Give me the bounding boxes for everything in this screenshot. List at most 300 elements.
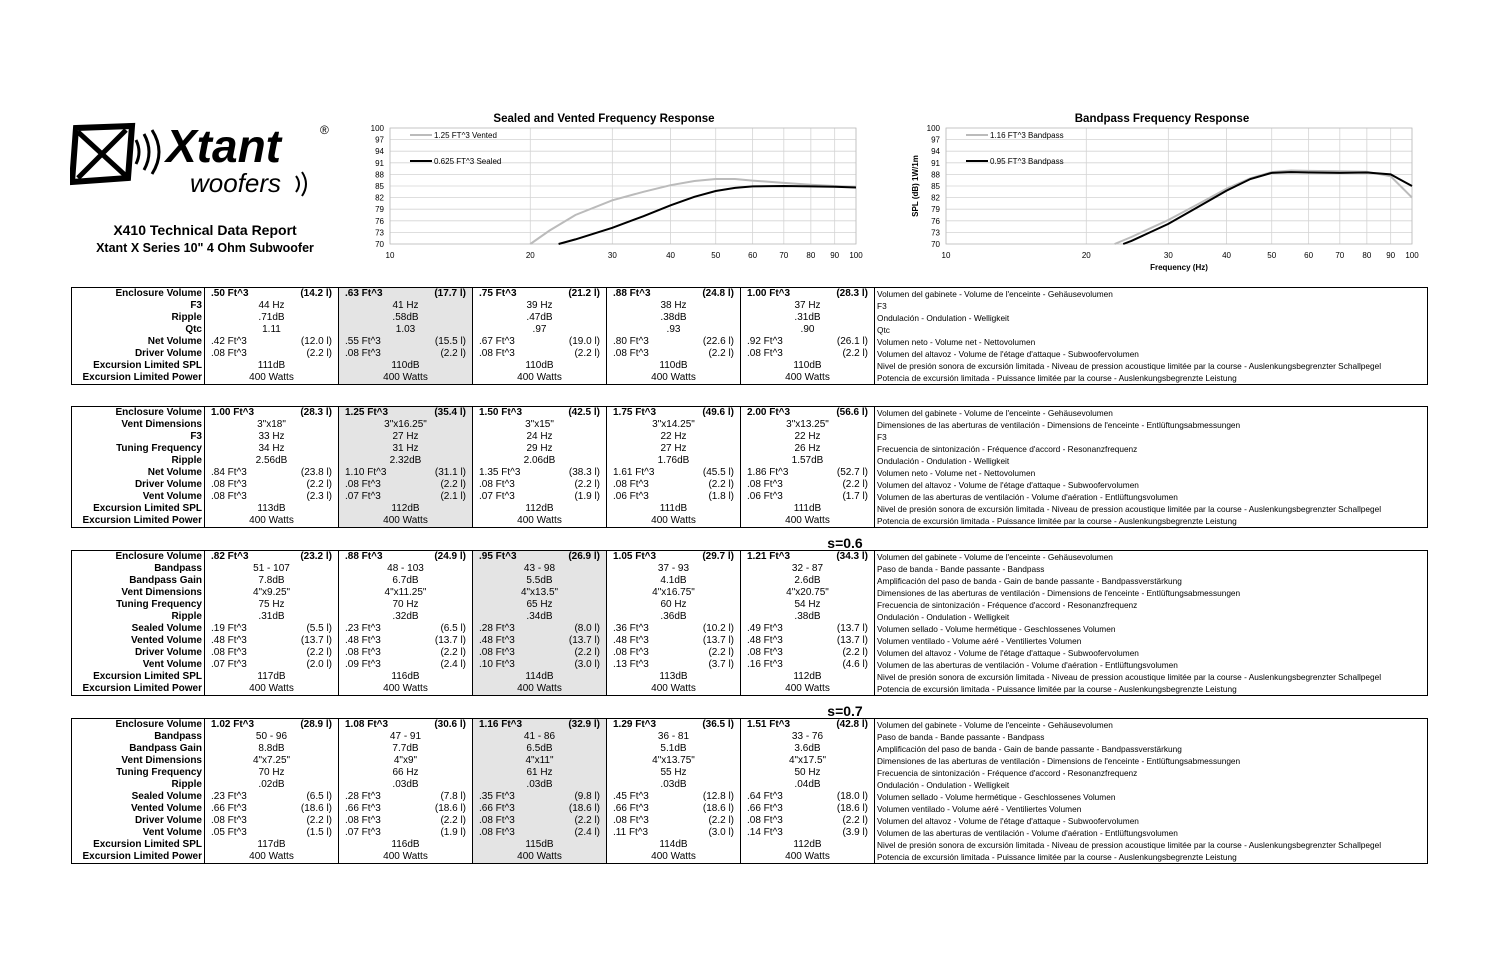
- cell-value: 1.03: [395, 324, 416, 335]
- table-cell: [607, 455, 741, 467]
- row-description: Volumen neto - Volume net - Nettovolumen: [877, 468, 1036, 478]
- cell-value: 51 - 107: [253, 563, 290, 574]
- cell-value: .88 Ft^3: [613, 288, 651, 299]
- cell-value: 60 Hz: [660, 599, 687, 610]
- table-row: [72, 743, 1427, 755]
- cell-value: .08 Ft^3: [211, 647, 247, 658]
- row-label: Vented Volume: [72, 803, 205, 815]
- table-cell: [339, 755, 473, 767]
- cell-value: .08 Ft^3: [479, 647, 515, 658]
- row-description: Volumen ventilado - Volume aéré - Ventiliertes Volumen: [877, 636, 1082, 646]
- table-cell: [473, 407, 607, 419]
- cell-metric: (18.0 l): [836, 791, 868, 802]
- spec-table: [71, 406, 1428, 528]
- cell-value: .08 Ft^3: [479, 479, 515, 490]
- cell-value: 50 Hz: [794, 767, 821, 778]
- x-tick-label: 60: [748, 251, 758, 260]
- row-label: Sealed Volume: [72, 791, 205, 803]
- cell-metric: (1.9 l): [440, 827, 466, 838]
- table-cell: [741, 827, 875, 839]
- table-row: [72, 827, 1427, 839]
- row-label: Net Volume: [72, 336, 205, 348]
- row-description: Potencia de excursión limitada - Puissance limitée par la course - Auslenkungsbegrenzte Leistung: [877, 852, 1237, 862]
- table-cell: [473, 443, 607, 455]
- cell-value: 1.61 Ft^3: [613, 467, 655, 478]
- table-row: [72, 851, 1427, 863]
- cell-value: .08 Ft^3: [613, 479, 649, 490]
- table-cell: [339, 431, 473, 443]
- cell-value: 8.8dB: [258, 743, 285, 754]
- cell-metric: (18.6 l): [836, 803, 868, 814]
- table-cell: [205, 479, 339, 491]
- table-cell: [339, 611, 473, 623]
- table-row: [72, 312, 1427, 324]
- cell-value: .10 Ft^3: [479, 659, 515, 670]
- table-cell: [607, 443, 741, 455]
- cell-metric: (2.2 l): [306, 647, 332, 658]
- table-cell: [741, 503, 875, 515]
- table-cell: [339, 659, 473, 671]
- table-cell: [607, 431, 741, 443]
- x-tick-label: 40: [666, 251, 676, 260]
- cell-value: 4"x11.25": [384, 587, 427, 598]
- table-cell: [339, 419, 473, 431]
- cell-metric: (2.2 l): [708, 647, 734, 658]
- cell-metric: (15.5 l): [434, 336, 466, 347]
- table-cell: [339, 407, 473, 419]
- table-cell: [473, 503, 607, 515]
- table-cell: [473, 827, 607, 839]
- cell-value: 1.29 Ft^3: [613, 719, 657, 730]
- table-cell: [205, 683, 339, 695]
- cell-metric: (13.7 l): [300, 635, 332, 646]
- cell-metric: (26.9 l): [568, 551, 600, 562]
- y-tick-label: 79: [375, 205, 384, 215]
- x-axis-label: Frequency (Hz): [1150, 263, 1208, 272]
- cell-value: .66 Ft^3: [211, 803, 247, 814]
- cell-value: .08 Ft^3: [747, 348, 783, 359]
- table-cell: [339, 791, 473, 803]
- y-tick-label: 82: [931, 193, 940, 203]
- cell-value: 41 - 86: [523, 731, 556, 742]
- table-row: [72, 647, 1427, 659]
- cell-value: 400 Watts: [517, 851, 562, 862]
- cell-value: 111dB: [659, 503, 688, 514]
- row-description: Frecuencia de sintonización - Fréquence d'accord - Resonanzfrequenz: [877, 600, 1138, 610]
- cell-value: .88 Ft^3: [345, 551, 383, 562]
- table-row: [72, 419, 1427, 431]
- table-cell: [473, 455, 607, 467]
- table-cell: [473, 671, 607, 683]
- table-cell: [205, 491, 339, 503]
- cell-metric: (29.7 l): [702, 551, 734, 562]
- table-cell: [473, 312, 607, 324]
- cell-value: .31dB: [794, 312, 821, 323]
- table-cell: [607, 671, 741, 683]
- table-cell: [473, 815, 607, 827]
- table-cell: [339, 575, 473, 587]
- table-cell: [205, 312, 339, 324]
- row-description: Ondulación - Ondulation - Welligkeit: [877, 780, 1010, 790]
- row-description: Volumen sellado - Volume hermétique - Geschlossenes Volumen: [877, 624, 1116, 634]
- cell-value: .14 Ft^3: [747, 827, 783, 838]
- cell-metric: (6.5 l): [306, 791, 332, 802]
- table-cell: [473, 791, 607, 803]
- legend-entry: 1.16 FT^3 Bandpass: [990, 131, 1064, 140]
- table-cell: [607, 467, 741, 479]
- cell-metric: (2.1 l): [440, 491, 466, 502]
- table-row: [72, 659, 1427, 671]
- row-description: Potencia de excursión limitada - Puissance limitée par la course - Auslenkungsbegrenzte Leistung: [877, 373, 1237, 383]
- cell-metric: (24.9 l): [434, 551, 466, 562]
- row-description: Volumen del altavoz - Volume de l'étage d'attaque - Subwoofervolumen: [877, 349, 1139, 359]
- table-cell: [339, 839, 473, 851]
- cell-value: 47 - 91: [389, 731, 422, 742]
- table-row: [72, 360, 1427, 372]
- cell-metric: (23.2 l): [300, 551, 332, 562]
- table-cell: [339, 719, 473, 731]
- table-cell: [741, 623, 875, 635]
- table-cell: [607, 348, 741, 360]
- table-row: [72, 515, 1427, 527]
- table-cell: [205, 372, 339, 384]
- cell-metric: (36.5 l): [702, 719, 734, 730]
- row-label: Tuning Frequency: [72, 599, 205, 611]
- table-cell: [607, 803, 741, 815]
- cell-value: .04dB: [794, 779, 821, 790]
- table-cell: [205, 659, 339, 671]
- table-cell: [741, 407, 875, 419]
- cell-value: 38 Hz: [660, 300, 687, 311]
- cell-metric: (2.4 l): [440, 659, 466, 670]
- cell-metric: (3.0 l): [708, 827, 734, 838]
- table-row: [72, 719, 1427, 731]
- cell-value: .11 Ft^3: [613, 827, 649, 838]
- table-cell: [339, 312, 473, 324]
- cell-metric: (17.7 l): [434, 288, 466, 299]
- row-description: Amplificación del paso de banda - Gain de bande passante - Bandpassverstärkung: [877, 744, 1182, 754]
- table-cell: [473, 743, 607, 755]
- table-cell: [339, 587, 473, 599]
- cell-value: 4"x13.5": [520, 587, 559, 598]
- row-label: Excursion Limited SPL: [72, 360, 205, 372]
- cell-value: 400 Watts: [249, 372, 294, 383]
- cell-value: .08 Ft^3: [747, 815, 783, 826]
- cell-value: .66 Ft^3: [479, 803, 515, 814]
- cell-value: .07 Ft^3: [211, 659, 247, 670]
- table-cell: [473, 587, 607, 599]
- table-cell: [741, 515, 875, 527]
- row-label: F3: [72, 431, 205, 443]
- table-row: [72, 599, 1427, 611]
- table-cell: [741, 851, 875, 863]
- table-cell: [741, 479, 875, 491]
- row-label: Ripple: [72, 312, 205, 324]
- y-tick-label: 88: [375, 170, 384, 180]
- section-label: s=0.7: [827, 703, 863, 719]
- table-cell: [607, 491, 741, 503]
- cell-metric: (2.0 l): [306, 659, 332, 670]
- table-row: [72, 288, 1427, 300]
- table-cell: [741, 300, 875, 312]
- cell-value: 4.1dB: [660, 575, 687, 586]
- cell-value: .93: [666, 324, 681, 335]
- cell-value: 48 - 103: [387, 563, 424, 574]
- cell-metric: (2.2 l): [842, 348, 868, 359]
- row-description: F3: [877, 301, 887, 311]
- cell-value: 1.05 Ft^3: [613, 551, 657, 562]
- cell-metric: (2.2 l): [842, 647, 868, 658]
- row-description: Potencia de excursión limitada - Puissance limitée par la course - Auslenkungsbegrenzte Leistung: [877, 516, 1237, 526]
- xtant-logo: [70, 118, 335, 202]
- row-label: Excursion Limited SPL: [72, 839, 205, 851]
- table-row: [72, 815, 1427, 827]
- x-tick-label: 10: [941, 251, 951, 260]
- cell-metric: (34.3 l): [836, 551, 868, 562]
- table-cell: [607, 575, 741, 587]
- table-row: [72, 611, 1427, 623]
- cell-value: 115dB: [525, 839, 554, 850]
- legend-entry: 0.625 FT^3 Sealed: [434, 157, 502, 166]
- cell-value: 4"x7.25": [252, 755, 291, 766]
- cell-value: 400 Watts: [785, 372, 830, 383]
- cell-value: 400 Watts: [383, 683, 428, 694]
- row-description: Volumen de las aberturas de ventilación - Volume d'aération - Entlüftungsvolumen: [877, 660, 1178, 670]
- cell-value: 2.00 Ft^3: [747, 407, 791, 418]
- row-label: Enclosure Volume: [72, 288, 205, 300]
- cell-value: .08 Ft^3: [345, 479, 381, 490]
- cell-value: 37 - 93: [657, 563, 690, 574]
- row-label: Driver Volume: [72, 815, 205, 827]
- table-cell: [741, 455, 875, 467]
- cell-value: .07 Ft^3: [345, 827, 381, 838]
- cell-metric: (24.8 l): [702, 288, 734, 299]
- row-description: Potencia de excursión limitada - Puissance limitée par la course - Auslenkungsbegrenzte Leistung: [877, 684, 1237, 694]
- row-description: Ondulación - Ondulation - Welligkeit: [877, 456, 1010, 466]
- table-cell: [607, 360, 741, 372]
- cell-value: .23 Ft^3: [211, 791, 247, 802]
- cell-value: 1.16 Ft^3: [479, 719, 523, 730]
- table-cell: [205, 827, 339, 839]
- row-label: Excursion Limited SPL: [72, 671, 205, 683]
- table-cell: [607, 719, 741, 731]
- cell-value: .08 Ft^3: [345, 348, 381, 359]
- table-cell: [473, 623, 607, 635]
- cell-value: .97: [532, 324, 547, 335]
- table-cell: [741, 719, 875, 731]
- table-cell: [473, 755, 607, 767]
- cell-value: 117dB: [257, 839, 286, 850]
- table-cell: [607, 827, 741, 839]
- table-row: [72, 767, 1427, 779]
- cell-value: 61 Hz: [526, 767, 553, 778]
- cell-value: 111dB: [257, 360, 286, 371]
- cell-value: .48 Ft^3: [613, 635, 649, 646]
- table-cell: [205, 443, 339, 455]
- table-cell: [205, 360, 339, 372]
- table-cell: [741, 551, 875, 563]
- cell-value: .75 Ft^3: [479, 288, 517, 299]
- cell-value: .05 Ft^3: [211, 827, 247, 838]
- cell-value: 400 Watts: [249, 683, 294, 694]
- registered-mark: ®: [320, 123, 329, 137]
- cell-value: 1.10 Ft^3: [345, 467, 387, 478]
- cell-value: 6.5dB: [526, 743, 553, 754]
- table-cell: [473, 563, 607, 575]
- cell-metric: (42.5 l): [568, 407, 600, 418]
- table-cell: [339, 647, 473, 659]
- cell-value: 24 Hz: [526, 431, 553, 442]
- table-cell: [205, 407, 339, 419]
- row-description: Ondulación - Ondulation - Welligkeit: [877, 313, 1010, 323]
- cell-value: 26 Hz: [794, 443, 821, 454]
- table-cell: [473, 851, 607, 863]
- table-cell: [473, 491, 607, 503]
- cell-value: 2.6dB: [794, 575, 821, 586]
- table-cell: [741, 683, 875, 695]
- table-cell: [205, 611, 339, 623]
- table-cell: [205, 503, 339, 515]
- cell-value: .66 Ft^3: [345, 803, 381, 814]
- cell-metric: (45.5 l): [702, 467, 734, 478]
- table-cell: [741, 431, 875, 443]
- table-cell: [205, 587, 339, 599]
- table-cell: [607, 635, 741, 647]
- table-cell: [339, 671, 473, 683]
- table-cell: [607, 755, 741, 767]
- logo-emblem-icon: [72, 126, 159, 182]
- cell-value: 4"x17.5": [788, 755, 827, 766]
- table-cell: [741, 659, 875, 671]
- cell-value: .50 Ft^3: [211, 288, 249, 299]
- row-label: Bandpass: [72, 731, 205, 743]
- table-row: [72, 455, 1427, 467]
- cell-metric: (18.6 l): [702, 803, 734, 814]
- cell-value: .42 Ft^3: [211, 336, 247, 347]
- cell-metric: (18.6 l): [434, 803, 466, 814]
- y-tick-label: 94: [931, 147, 940, 157]
- table-cell: [205, 719, 339, 731]
- table-cell: [205, 288, 339, 300]
- cell-metric: (13.7 l): [568, 635, 600, 646]
- table-cell: [741, 360, 875, 372]
- table-cell: [205, 803, 339, 815]
- cell-value: 400 Watts: [651, 372, 696, 383]
- cell-value: 110dB: [793, 360, 822, 371]
- cell-metric: (1.9 l): [574, 491, 600, 502]
- y-tick-label: 85: [931, 182, 940, 191]
- y-tick-label: 79: [931, 205, 940, 215]
- table-cell: [205, 815, 339, 827]
- cell-value: .08 Ft^3: [479, 348, 515, 359]
- table-cell: [741, 767, 875, 779]
- table-cell: [205, 467, 339, 479]
- cell-value: .16 Ft^3: [747, 659, 783, 670]
- table-cell: [607, 683, 741, 695]
- table-cell: [205, 348, 339, 360]
- row-label: Ripple: [72, 611, 205, 623]
- table-cell: [339, 767, 473, 779]
- cell-metric: (2.2 l): [574, 479, 600, 490]
- x-tick-label: 60: [1304, 251, 1314, 260]
- y-tick-label: 97: [375, 135, 384, 145]
- table-cell: [741, 312, 875, 324]
- cell-metric: (2.4 l): [574, 827, 600, 838]
- table-cell: [473, 360, 607, 372]
- row-label: F3: [72, 300, 205, 312]
- cell-metric: (1.5 l): [306, 827, 332, 838]
- row-description: Frecuencia de sintonización - Fréquence d'accord - Resonanzfrequenz: [877, 444, 1138, 454]
- cell-value: .13 Ft^3: [613, 659, 649, 670]
- y-tick-label: 91: [931, 158, 940, 168]
- row-label: Tuning Frequency: [72, 767, 205, 779]
- cell-value: 5.1dB: [660, 743, 687, 754]
- series-line: [1115, 171, 1412, 245]
- cell-value: .08 Ft^3: [613, 815, 649, 826]
- cell-value: .07 Ft^3: [345, 491, 381, 502]
- table-cell: [607, 503, 741, 515]
- cell-value: .67 Ft^3: [479, 336, 515, 347]
- x-tick-label: 50: [1267, 251, 1277, 260]
- cell-value: .92 Ft^3: [747, 336, 783, 347]
- table-row: [72, 755, 1427, 767]
- table-cell: [741, 563, 875, 575]
- table-cell: [339, 563, 473, 575]
- cell-value: 3"x16.25": [384, 419, 427, 430]
- cell-value: 1.11: [262, 324, 281, 335]
- x-tick-label: 30: [1163, 251, 1173, 260]
- cell-value: 1.02 Ft^3: [211, 719, 255, 730]
- table-cell: [473, 779, 607, 791]
- cell-value: .35 Ft^3: [479, 791, 515, 802]
- table-cell: [205, 791, 339, 803]
- cell-value: .08 Ft^3: [211, 348, 247, 359]
- cell-metric: (52.7 l): [836, 467, 868, 478]
- x-tick-label: 90: [830, 251, 840, 260]
- table-cell: [205, 755, 339, 767]
- x-tick-label: 30: [607, 251, 617, 260]
- x-tick-label: 90: [1386, 251, 1396, 260]
- table-cell: [741, 611, 875, 623]
- cell-metric: (1.8 l): [708, 491, 734, 502]
- cell-metric: (31.1 l): [434, 467, 466, 478]
- y-tick-label: 73: [931, 228, 940, 238]
- table-cell: [473, 719, 607, 731]
- cell-value: .71dB: [258, 312, 285, 323]
- x-tick-label: 40: [1222, 251, 1232, 260]
- row-label: Excursion Limited Power: [72, 372, 205, 384]
- table-row: [72, 635, 1427, 647]
- row-label: Enclosure Volume: [72, 551, 205, 563]
- cell-value: 1.35 Ft^3: [479, 467, 521, 478]
- table-row: [72, 575, 1427, 587]
- row-description: Volumen del gabinete - Volume de l'enceinte - Gehäusevolumen: [877, 720, 1113, 730]
- cell-metric: (26.1 l): [836, 336, 868, 347]
- table-cell: [473, 419, 607, 431]
- table-row: [72, 551, 1427, 563]
- x-tick-label: 80: [1362, 251, 1372, 260]
- table-cell: [741, 839, 875, 851]
- row-description: F3: [877, 432, 887, 442]
- y-tick-label: 88: [931, 170, 940, 180]
- cell-metric: (19.0 l): [568, 336, 600, 347]
- cell-metric: (28.3 l): [300, 407, 332, 418]
- table-cell: [473, 599, 607, 611]
- row-description: Dimensiones de las aberturas de ventilación - Dimensions de l'enceinte - Entlüftungsabmessungen: [877, 588, 1241, 598]
- table-row: [72, 431, 1427, 443]
- table-cell: [473, 575, 607, 587]
- x-tick-label: 100: [849, 251, 863, 260]
